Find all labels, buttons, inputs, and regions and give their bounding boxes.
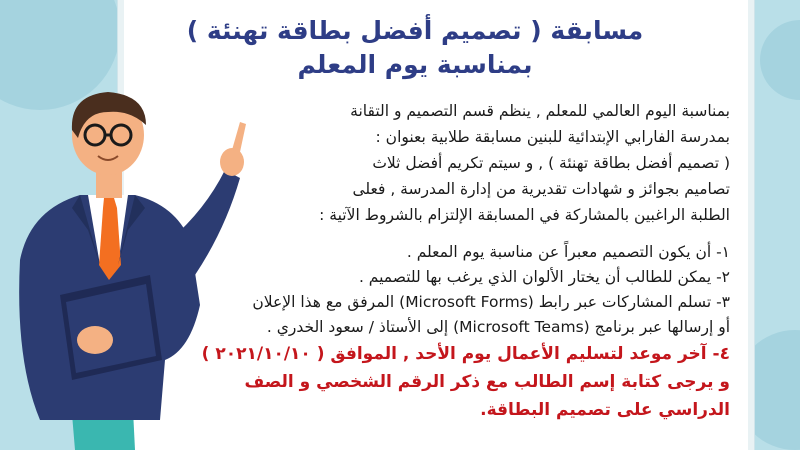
intro-line: تصاميم بجوائز و شهادات تقديرية من إدارة المدرسة , فعلى: [352, 180, 730, 198]
condition-item: ١- أن يكون التصميم معبراً عن مناسبة يوم المعلم .: [406, 243, 730, 261]
title-line-1: مسابقة ( تصميم أفضل بطاقة تهنئة ): [186, 16, 644, 45]
condition-item: ٣- تسلم المشاركات عبر رابط (Microsoft Forms) المرفق مع هذا الإعلان: [252, 293, 730, 311]
intro-line: الطلبة الراغبين بالمشاركة في المسابقة الإلتزام بالشروط الآتية :: [319, 206, 730, 224]
intro-line: بمدرسة الفارابي الإبتدائية للبنين مسابقة طلابية بعنوان :: [375, 128, 730, 146]
deadline-line: و يرجى كتابة إسم الطالب مع ذكر الرقم الشخصي و الصف: [244, 372, 730, 392]
intro-line: ( تصميم أفضل بطاقة تهنئة ) , و سيتم تكريم أفضل ثلاث: [372, 154, 730, 172]
condition-item: أو إرسالها عبر برنامج (Microsoft Teams) إلى الأستاذ / سعود الخدري .: [266, 318, 730, 336]
title-line-2: بمناسبة يوم المعلم: [297, 50, 533, 79]
deadline-line: الدراسي على تصميم البطاقة.: [480, 400, 730, 420]
condition-item: ٢- يمكن للطالب أن يختار الألوان الذي يرغب بها للتصميم .: [358, 268, 730, 286]
deadline-line: ٤- آخر موعد لتسليم الأعمال يوم الأحد , الموافق ( ٢٠٢١/١٠/١٠ ): [201, 344, 730, 364]
teacher-illustration: [0, 90, 260, 450]
intro-line: بمناسبة اليوم العالمي للمعلم , ينظم قسم التصميم و التقانة: [350, 102, 730, 120]
background-circle: [760, 20, 800, 100]
